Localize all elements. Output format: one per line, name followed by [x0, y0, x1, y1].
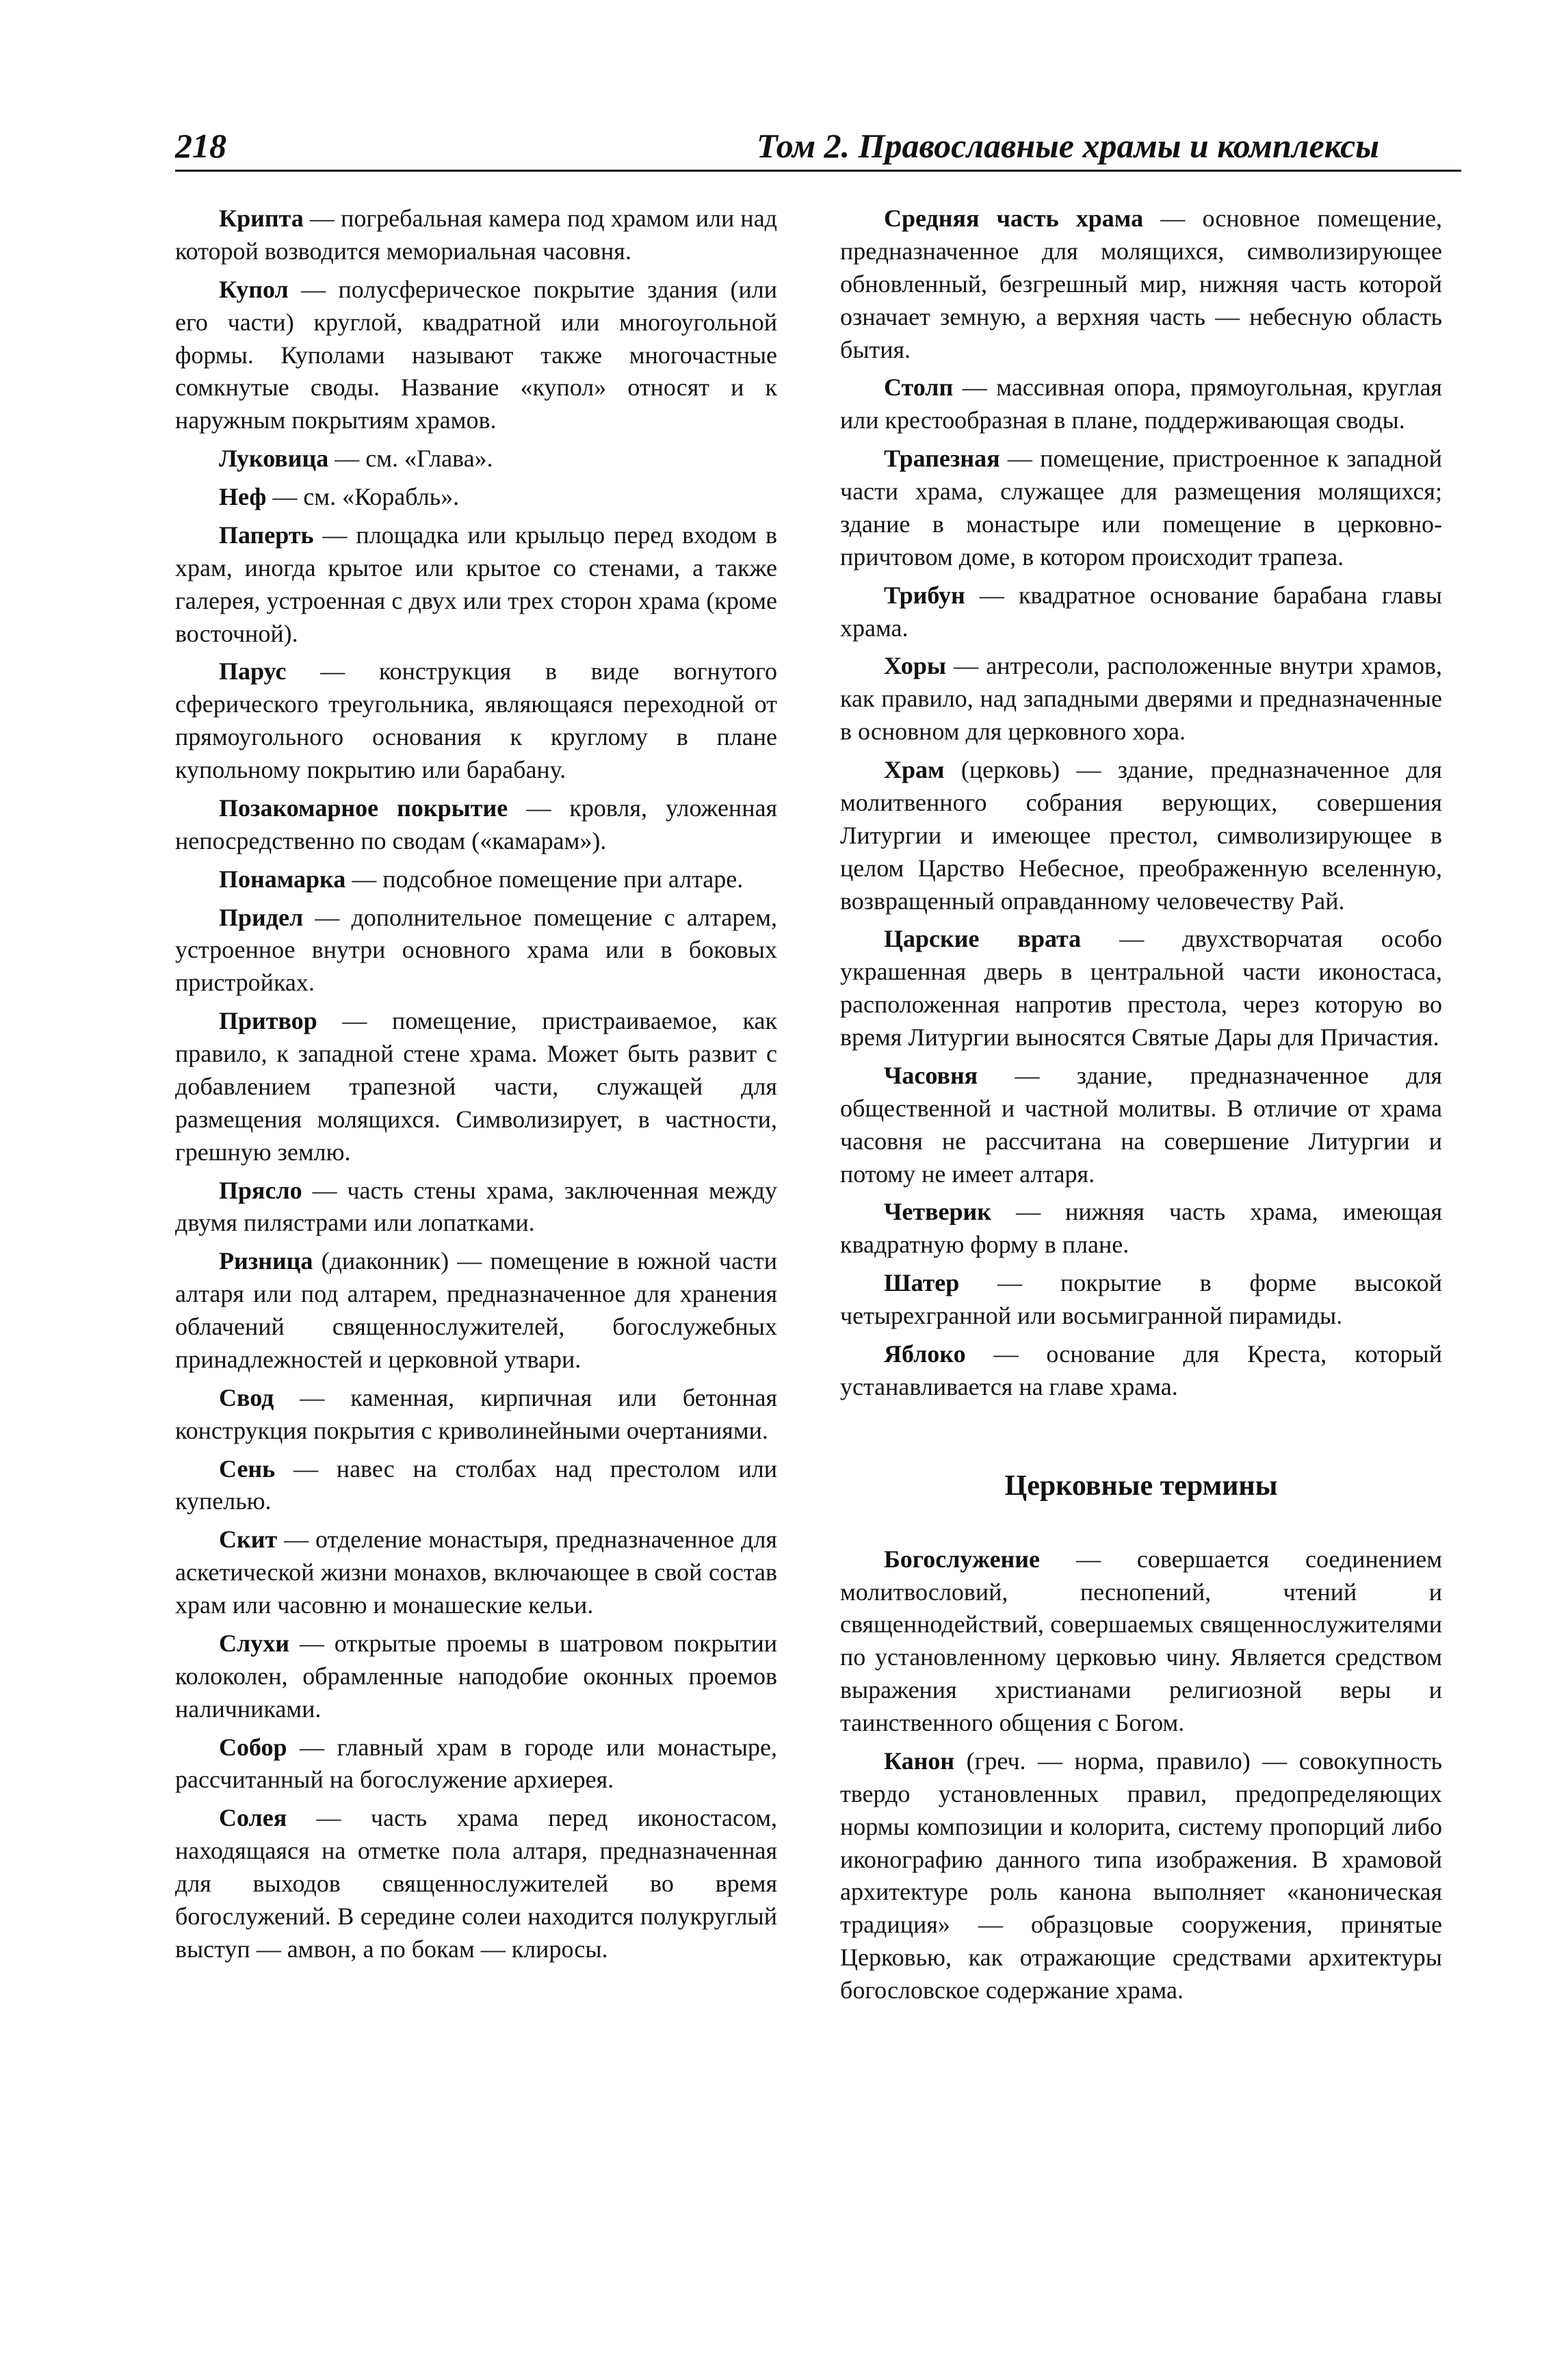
entry-term: Сень: [219, 1454, 276, 1482]
entry-definition: — навес на столбах над престолом или купелью.: [175, 1454, 777, 1515]
glossary-entry: [175, 863, 777, 896]
glossary-entry: [175, 481, 777, 514]
glossary-entry: [175, 792, 777, 858]
glossary-entry: [175, 1802, 777, 1965]
entry-definition: — помещение, пристроенное к западной части храма, служащее для размещения молящихся; здание в монастыре или помещение в церковно-причтовом доме, в котором происходит трапеза.: [840, 445, 1442, 571]
glossary-entry: [175, 274, 777, 437]
entry-term: Крипта: [219, 205, 304, 232]
entry-definition: — нижняя часть храма, имеющая квадратную форму в плане.: [840, 1198, 1442, 1259]
glossary-entry: [840, 371, 1442, 437]
glossary-entry: [840, 202, 1442, 366]
glossary-entry: [175, 1005, 777, 1168]
entry-term: Хоры: [884, 652, 947, 680]
entry-term: Трапезная: [884, 445, 1000, 473]
page-number: 218: [175, 127, 226, 165]
right-column: [840, 202, 1442, 2013]
entry-term: Средняя часть храма: [884, 205, 1144, 232]
entry-term: Храм: [884, 756, 945, 783]
entry-term: Свод: [219, 1383, 274, 1411]
entry-definition: — квадратное основание барабана главы храма.: [840, 581, 1442, 642]
entry-definition: — главный храм в городе или монастыре, рассчитанный на богослужение архиерея.: [175, 1733, 777, 1794]
glossary-entry: [840, 754, 1442, 917]
entry-definition: — полусферическое покрытие здания (или его части) круглой, квадратной или многоугольной формы. Куполами называют также многочастные сомкнутые своды. Название «купол» относят и к наружным покрытиям храмов.: [175, 275, 777, 434]
entry-term: Неф: [219, 483, 267, 510]
entry-definition: (диаконник) — помещение в южной части алтаря или под алтарем, предназначенное для хранения облачений священнослужителей, богослужебных принадлежностей и церковной утвари.: [175, 1247, 777, 1373]
entry-definition: (греч. — норма, правило) — совокупность твердо установленных правил, предопределяющих нормы композиции и колорита, систему пропорций либо иконографию данного типа изображения. В храмовой архитектуре роль канона выполняет «каноническая традиция» — образцовые сооружения, принятые Церковью, как отражающие средствами архитектуры богословское содержание храма.: [840, 1747, 1442, 2004]
glossary-entry: [840, 923, 1442, 1054]
glossary-entry: [840, 650, 1442, 748]
entry-term: Солея: [219, 1804, 287, 1832]
entry-term: Паперть: [219, 521, 314, 549]
entry-term: Трибун: [884, 581, 965, 609]
entry-definition: — дополнительное помещение с алтарем, устроенное внутри основного храма или в боковых пристройках.: [175, 903, 777, 997]
entry-definition: — подсобное помещение при алтаре.: [345, 865, 744, 893]
glossary-entry: [840, 1196, 1442, 1262]
entry-definition: — см. «Глава».: [328, 445, 493, 473]
entry-definition: — основание для Креста, который устанавливается на главе храма.: [840, 1340, 1442, 1400]
entry-definition: — часть стены храма, заключенная между двумя пилястрами или лопатками.: [175, 1176, 777, 1237]
entry-term: Ризница: [219, 1247, 313, 1275]
entry-term: Собор: [219, 1733, 287, 1761]
glossary-entry: [840, 443, 1442, 574]
entry-term: Шатер: [884, 1269, 960, 1297]
entry-definition: — отделение монастыря, предназначенное для аскетической жизни монахов, включающее в свой состав храм или часовню и монашеские кельи.: [175, 1526, 777, 1619]
entry-definition: — кровля, уложенная непосредственно по сводам («камарам»).: [175, 794, 777, 854]
glossary-entry: [840, 1543, 1442, 1740]
running-header: [175, 118, 1461, 172]
entry-definition: — совершается соединением молитвословий, песнопений, чтений и священнодействий, совершаемых священнослужителями по установленному церковью чину. Является средством выражения христианами религиозной веры и таинственного общения с Богом.: [840, 1545, 1442, 1736]
glossary-entry: [175, 655, 777, 787]
entry-definition: — см. «Корабль».: [266, 483, 460, 510]
glossary-entry: [175, 1524, 777, 1622]
entry-term: Понамарка: [219, 865, 346, 893]
entry-term: Луковица: [219, 445, 329, 473]
entry-term: Царские врата: [884, 925, 1082, 953]
glossary-entry: [175, 1175, 777, 1240]
entry-term: Парус: [219, 657, 287, 685]
glossary-entry: [175, 1732, 777, 1797]
glossary-entry: [175, 902, 777, 1000]
entry-term: Позакомарное покрытие: [219, 794, 508, 822]
entry-definition: — открытые проемы в шатровом покрытии колоколен, обрамленные наподобие оконных проемов наличниками.: [175, 1629, 777, 1723]
entry-definition: (церковь) — здание, предназначенное для молитвенного собрания верующих, совершения Литургии и имеющее престол, символизирующее в целом Царство Небесное, преображенную вселенную, возвращенный оправданному человечеству Рай.: [840, 756, 1442, 915]
entry-term: Скит: [219, 1526, 278, 1554]
entry-definition: — часть храма перед иконостасом, находящаяся на отметке пола алтаря, предназначенная для выходов священнослужителей во время богослужений. В середине солеи находится полукруглый выступ — амвон, а по бокам — клиросы.: [175, 1804, 777, 1963]
glossary-entry: [840, 1060, 1442, 1191]
left-column: [175, 202, 777, 1972]
glossary-entry: [175, 1628, 777, 1726]
glossary-entry: [840, 579, 1442, 645]
entry-definition: — погребальная камера под храмом или над которой возводится мемориальная часовня.: [175, 205, 777, 265]
entry-term: Четверик: [884, 1198, 992, 1226]
entry-term: Прясло: [219, 1176, 302, 1204]
entry-definition: — массивная опора, прямоугольная, круглая или крестообразная в плане, поддерживающая своды.: [840, 374, 1442, 434]
entry-term: Притвор: [219, 1007, 317, 1035]
glossary-entry: [175, 443, 777, 475]
entry-definition: — каменная, кирпичная или бетонная конструкция покрытия с криволинейными очертаниями.: [175, 1383, 777, 1444]
entry-definition: — конструкция в виде вогнутого сферического треугольника, являющаяся переходной от прямоугольного основания к круглому в плане купольному покрытию или барабану.: [175, 657, 777, 783]
glossary-entry: [175, 519, 777, 651]
section-heading: Церковные термины: [1004, 1469, 1278, 1502]
glossary-entry: [840, 1267, 1442, 1333]
glossary-entry: [840, 1745, 1442, 2007]
entry-term: Купол: [219, 275, 289, 303]
entry-term: Слухи: [219, 1629, 289, 1657]
entry-definition: — основное помещение, предназначенное для молящихся, символизирующее обновленный, безгрешный мир, нижняя часть которой означает земную, а верхняя часть — небесную область бытия.: [840, 205, 1442, 363]
entry-term: Столп: [884, 374, 954, 402]
entry-definition: — площадка или крыльцо перед входом в храм, иногда крытое или крытое со стенами, а также галерея, устроенная с двух или трех сторон храма (кроме восточной).: [175, 521, 777, 647]
entry-definition: — покрытие в форме высокой четырехгранной или восьмигранной пирамиды.: [840, 1269, 1442, 1329]
glossary-entry: [175, 202, 777, 268]
entry-term: Часовня: [884, 1061, 978, 1089]
entry-definition: — антресоли, расположенные внутри храмов, как правило, над западными дверями и предназначенные в основном для церковного хора.: [840, 652, 1442, 746]
glossary-entry: [175, 1382, 777, 1448]
glossary-entry: [175, 1245, 777, 1376]
entry-definition: — здание, предназначенное для общественной и частной молитвы. В отличие от храма часовня не рассчитана на совершение Литургии и потому не имеет алтаря.: [840, 1061, 1442, 1188]
entry-term: Придел: [219, 903, 304, 931]
running-title: Том 2. Православные храмы и комплексы: [756, 127, 1379, 165]
glossary-entry: [840, 1338, 1442, 1404]
entry-definition: — двухстворчатая особо украшенная дверь в центральной части иконостаса, расположенная напротив престола, через которую во время Литургии выносятся Святые Дары для Причастия.: [840, 925, 1442, 1051]
glossary-entry: [175, 1453, 777, 1519]
entry-term: Канон: [884, 1747, 955, 1775]
entry-definition: — помещение, пристраиваемое, как правило, к западной стене храма. Может быть развит с добавлением трапезной части, служащей для размещения молящихся. Символизирует, в частности, грешную землю.: [175, 1007, 777, 1166]
entry-term: Богослужение: [884, 1545, 1041, 1573]
entry-term: Яблоко: [884, 1340, 966, 1368]
